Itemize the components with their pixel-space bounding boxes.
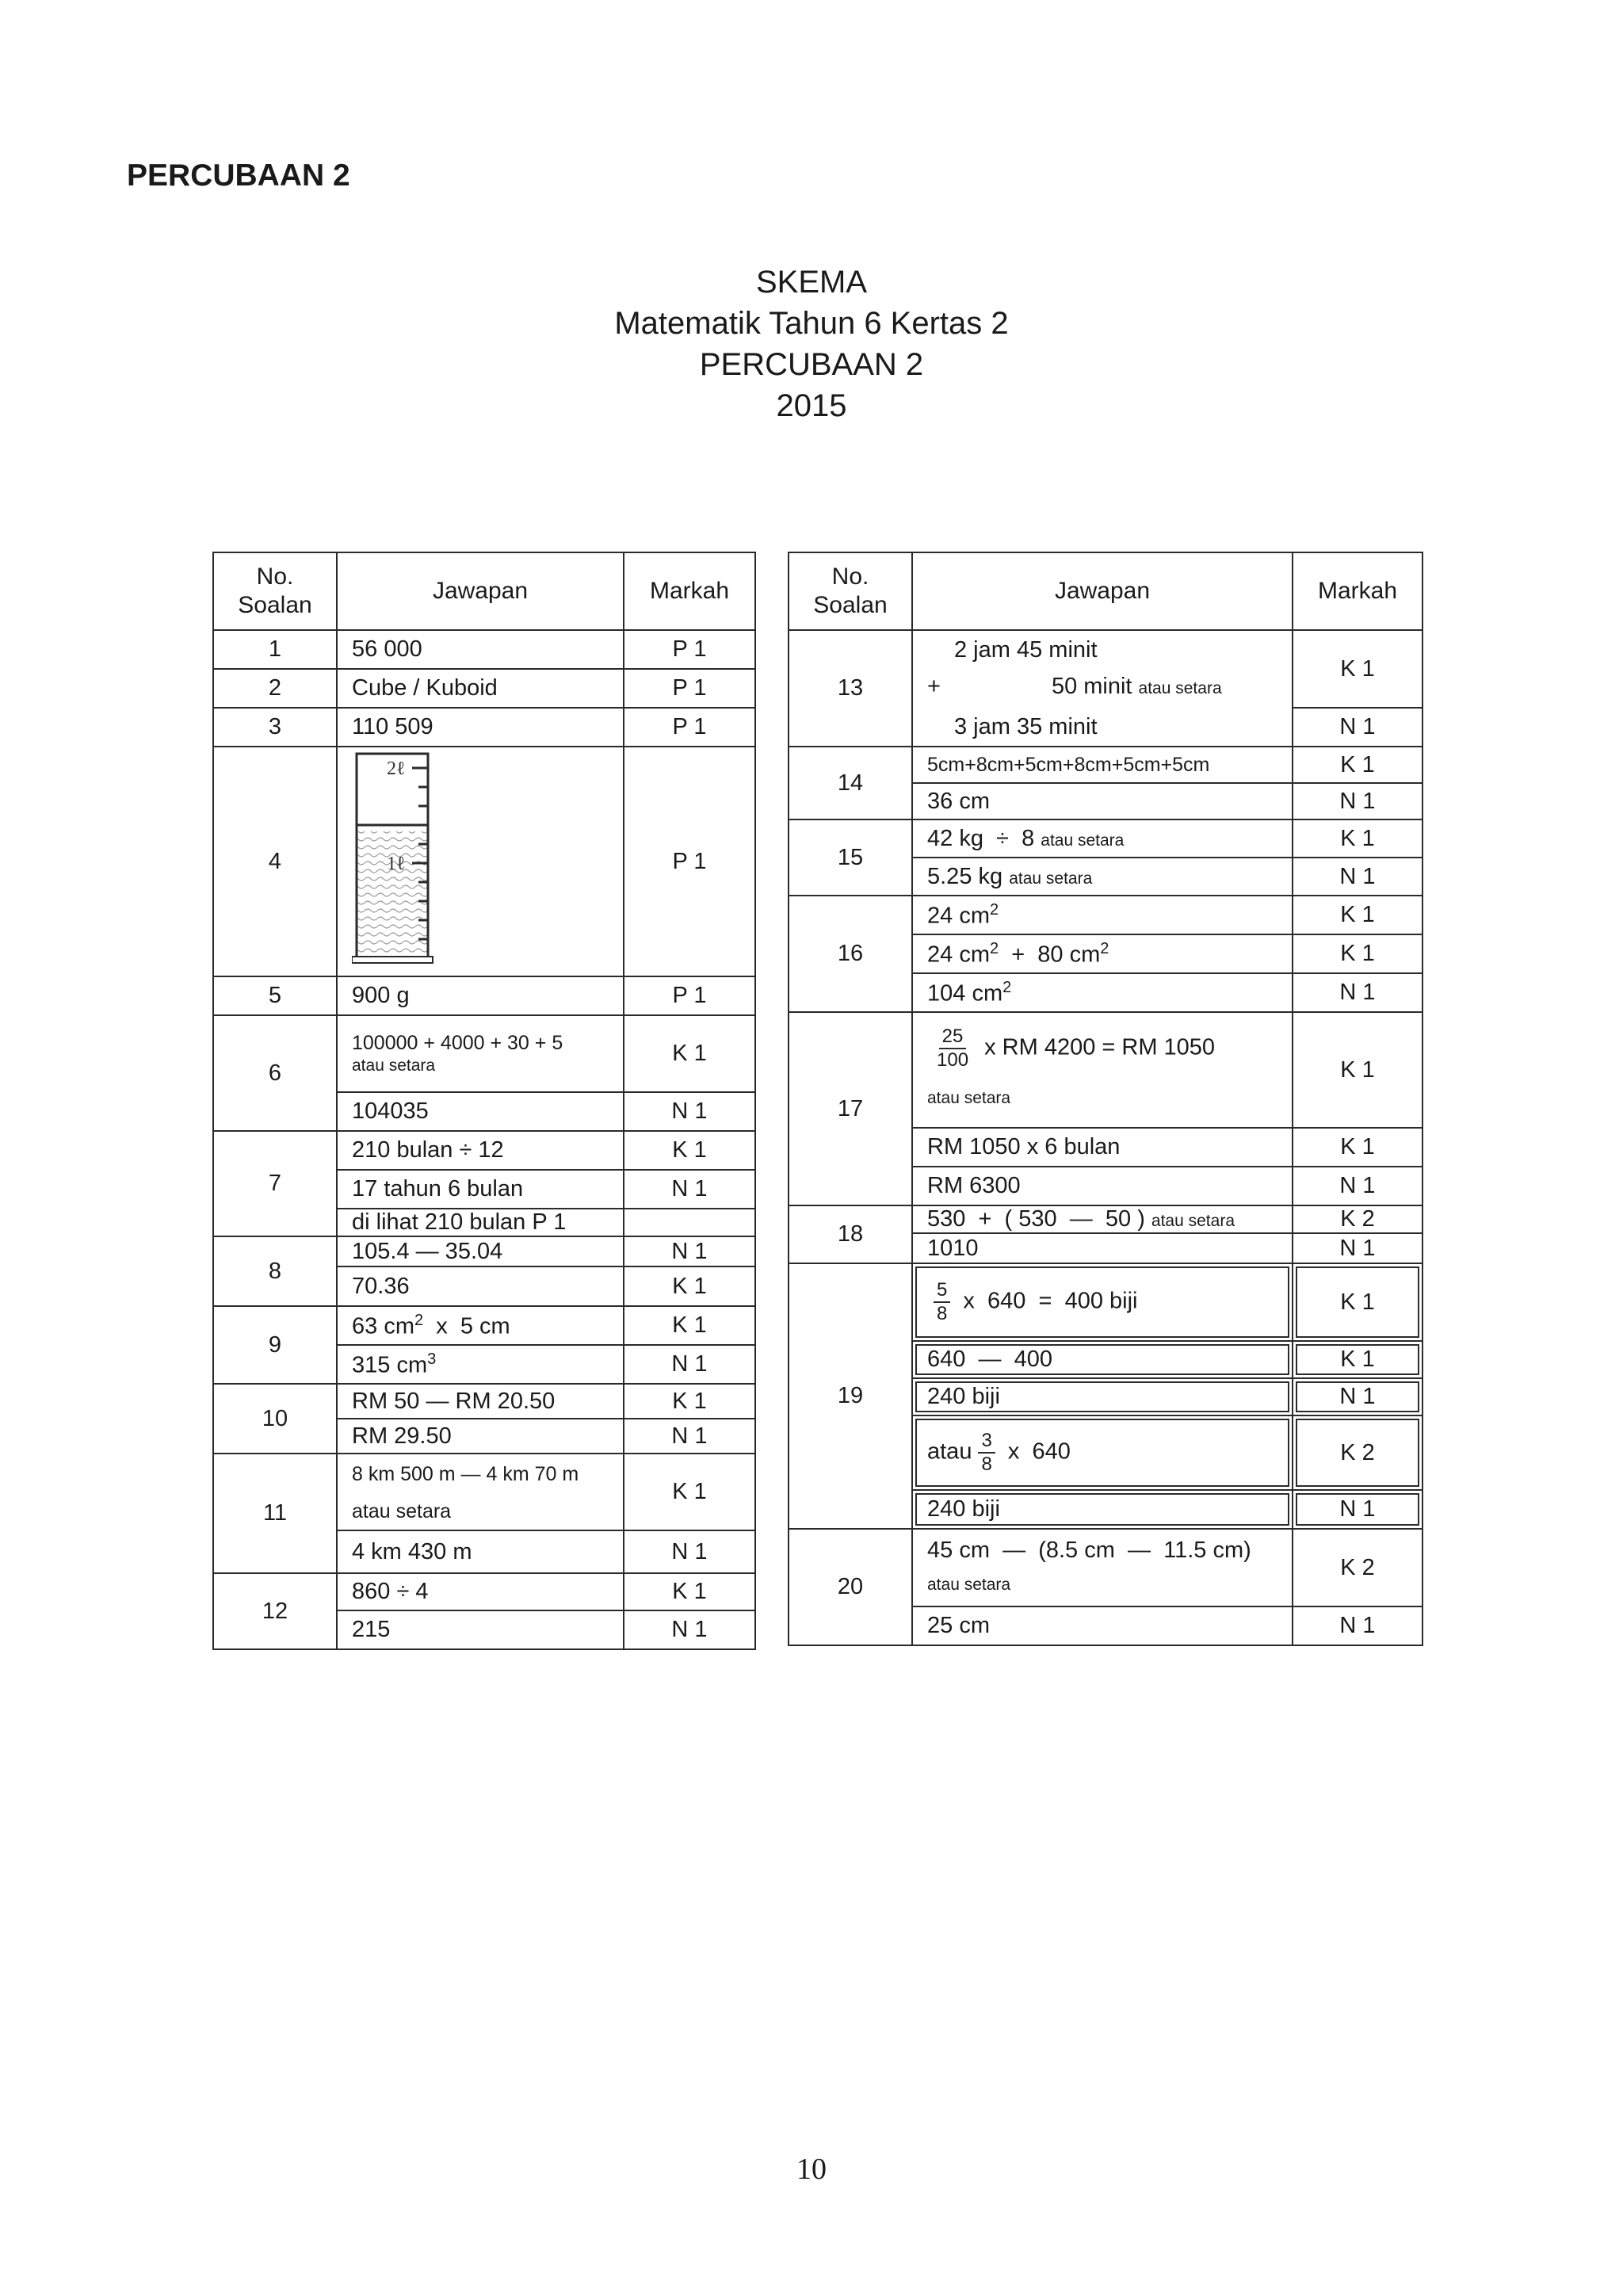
table-row: 2 Cube / Kuboid P 1 <box>213 669 755 708</box>
table-row: 20 45 cm — (8.5 cm — 11.5 cm) atau setara K 2 <box>789 1529 1423 1606</box>
table-row: 3 jam 35 minit N 1 <box>789 708 1423 747</box>
table-row: 11 8 km 500 m — 4 km 70 m atau setara K 1 <box>213 1454 755 1530</box>
title-subject: Matematik Tahun 6 Kertas 2 <box>614 306 1009 341</box>
table-row: 8 105.4 — 35.04 N 1 <box>213 1236 755 1266</box>
table-row: 17 $\frac{25}{100}$ x RM 4200 = RM 1050 atau setara K 1 <box>789 1012 1423 1128</box>
table-row: di lihat 210 bulan P 1 <box>213 1209 755 1236</box>
table-row: atau $\frac{3}{8}$ x 640 K 2 <box>789 1415 1423 1490</box>
page-header: PERCUBAAN 2 <box>127 159 350 193</box>
table-row: 3 110 509 P 1 <box>213 708 755 747</box>
table-row: 104035 N 1 <box>213 1092 755 1131</box>
table-row: 36 cm N 1 <box>789 783 1423 819</box>
col-mark: Markah <box>1293 552 1423 630</box>
table-row: 240 biji N 1 <box>789 1490 1423 1529</box>
table-row: 25 cm N 1 <box>789 1606 1423 1645</box>
table-row: 4 2ℓ 1ℓ P 1 <box>213 747 755 976</box>
title-block <box>0 262 1623 426</box>
measuring-cylinder-figure <box>352 747 447 969</box>
cylinder-label-1l: 1ℓ <box>387 854 406 874</box>
col-no: No. Soalan <box>213 552 337 630</box>
table-row: RM 1050 x 6 bulan K 1 <box>789 1128 1423 1167</box>
cylinder-label-2l: 2ℓ <box>387 758 406 779</box>
table-row: 24 $cm^2 + 80$ $cm^2$ K 1 <box>789 934 1423 973</box>
right-answer-table <box>788 552 1423 1646</box>
col-answer: Jawapan <box>337 552 624 630</box>
table-row: 13 2 jam 45 minit + 50 minit atau setara K 1 <box>789 630 1423 708</box>
title-skema: SKEMA <box>755 265 868 300</box>
fraction-25-100: $\frac{25}{100}$ <box>937 1026 969 1071</box>
title-exam: PERCUBAAN 2 <box>699 347 924 382</box>
left-answer-table <box>212 552 756 1650</box>
table-row: 9 63 $cm^2$ x 5 cm K 1 <box>213 1306 755 1345</box>
table-row: 315 $cm^3$ N 1 <box>213 1345 755 1384</box>
table-header-row <box>213 552 755 630</box>
table-row: 12 860 ÷ 4 K 1 <box>213 1573 755 1610</box>
col-mark: Markah <box>624 552 755 630</box>
fraction-3-8: $\frac{3}{8}$ <box>978 1430 995 1476</box>
table-row: 19 $\frac{5}{8}$ x 640 = 400 biji K 1 <box>789 1263 1423 1341</box>
table-row: 7 210 bulan ÷ 12 K 1 <box>213 1131 755 1170</box>
table-row: 14 5cm+8cm+5cm+8cm+5cm+5cm K 1 <box>789 747 1423 783</box>
table-row: 104 $cm^2$ N 1 <box>789 973 1423 1012</box>
table-row: 1010 N 1 <box>789 1233 1423 1263</box>
fraction-5-8: $\frac{5}{8}$ <box>934 1279 950 1325</box>
table-row: 5.25 kg atau setara N 1 <box>789 858 1423 896</box>
table-row: 215 N 1 <box>213 1610 755 1649</box>
table-row: 16 24 $cm^2$ K 1 <box>789 896 1423 934</box>
table-row: 640 — 400 K 1 <box>789 1341 1423 1378</box>
table-row: 240 biji N 1 <box>789 1378 1423 1415</box>
table-row: RM 6300 N 1 <box>789 1167 1423 1205</box>
cylinder-water <box>357 831 428 958</box>
table-row: 18 530 + ( 530 — 50 ) atau setara K 2 <box>789 1205 1423 1233</box>
page-number: 10 <box>796 2153 827 2186</box>
table-row: 1 56 000 P 1 <box>213 630 755 669</box>
title-year: 2015 <box>776 388 847 423</box>
table-row: 70.36 K 1 <box>213 1266 755 1306</box>
table-row: 6 100000 + 4000 + 30 + 5 atau setara K 1 <box>213 1015 755 1092</box>
table-row: RM 29.50 N 1 <box>213 1419 755 1454</box>
table-header-row <box>789 552 1423 630</box>
cylinder-figure-cell <box>337 747 624 976</box>
table-row: 10 RM 50 — RM 20.50 K 1 <box>213 1384 755 1419</box>
col-no: No. Soalan <box>789 552 912 630</box>
table-row: 15 42 kg ÷ 8 atau setara K 1 <box>789 819 1423 858</box>
table-row: 17 tahun 6 bulan N 1 <box>213 1170 755 1209</box>
table-row: 5 900 g P 1 <box>213 976 755 1015</box>
col-answer: Jawapan <box>912 552 1293 630</box>
table-row: 4 km 430 m N 1 <box>213 1530 755 1573</box>
